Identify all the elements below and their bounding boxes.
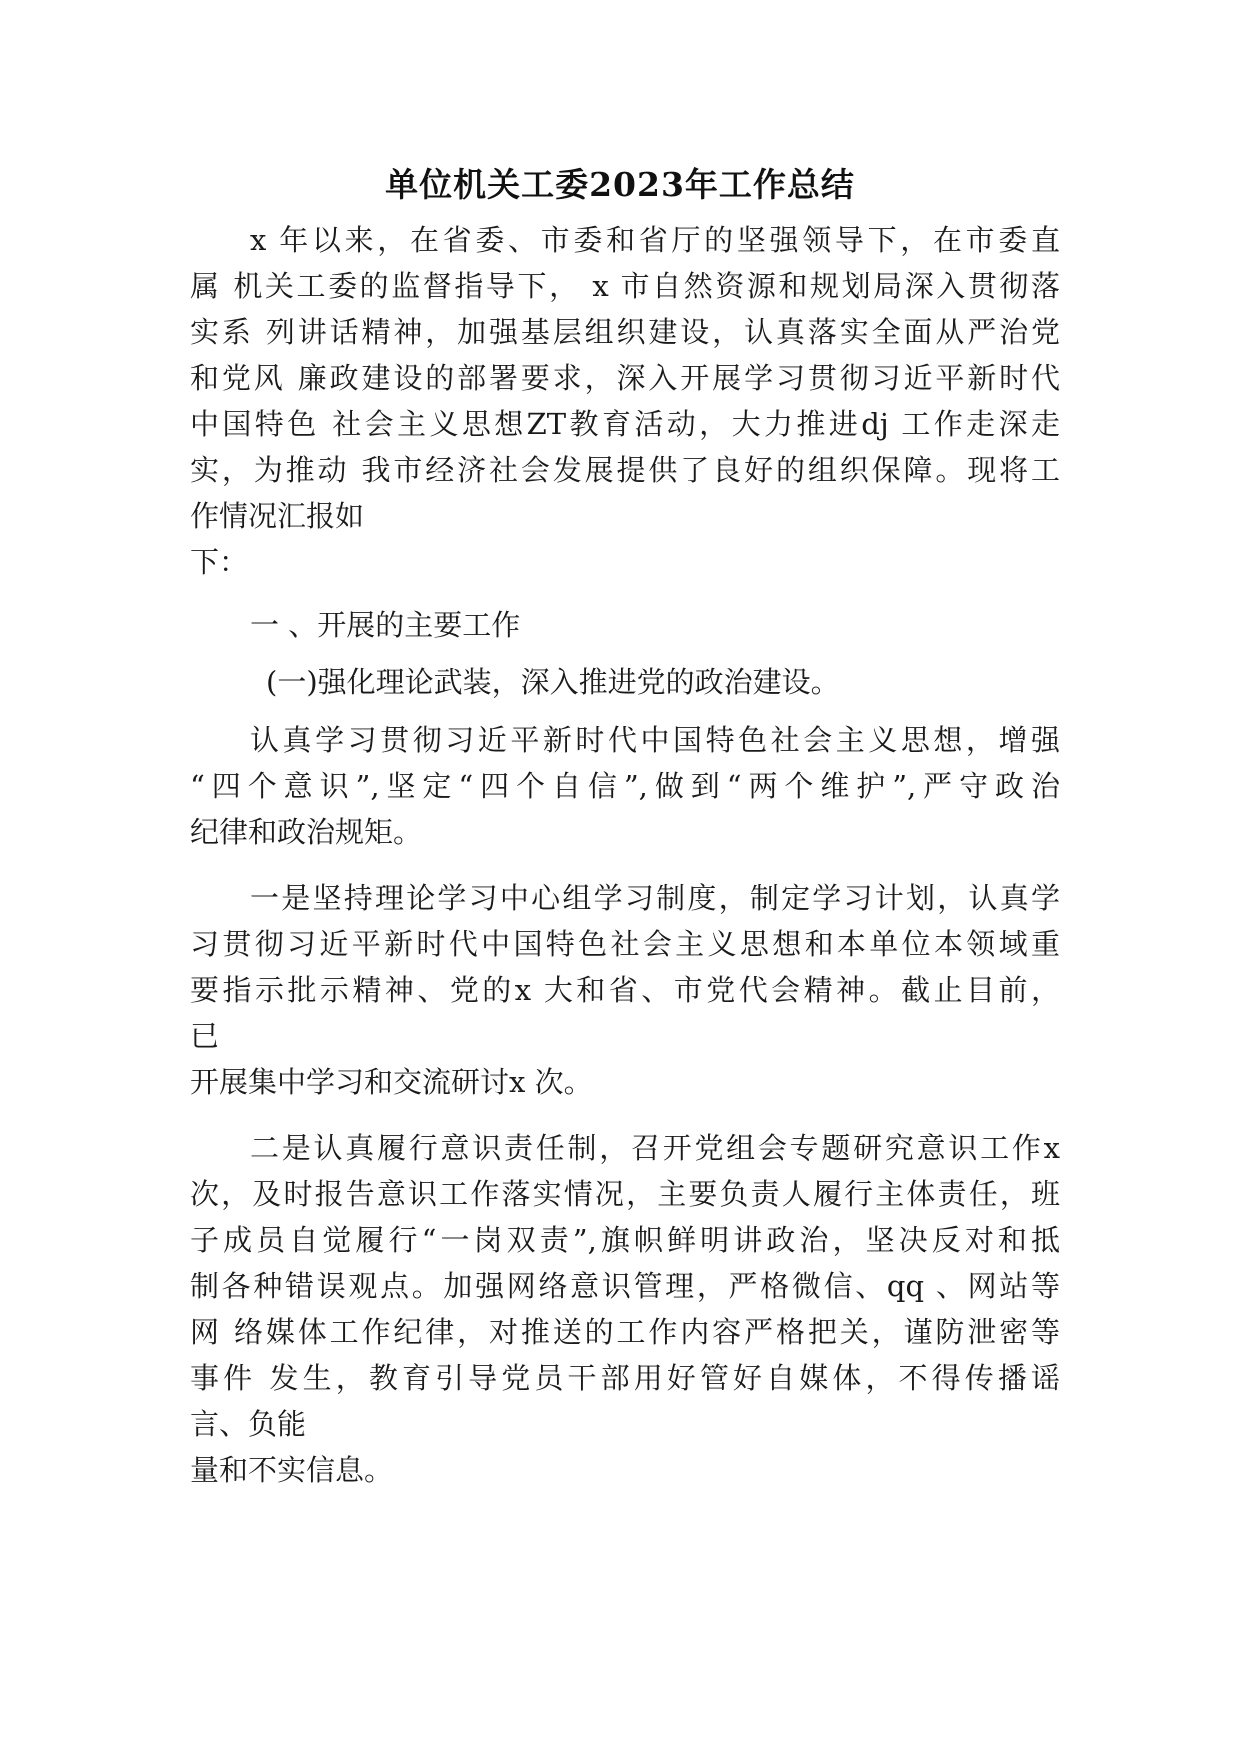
intro-line-4: 和党风 廉政建设的部署要求，深入开展学习贯彻习近平新时代: [190, 361, 1060, 395]
document-title: 单位机关工委2023年工作总结: [385, 165, 855, 204]
intro-line-7: 作情况汇报如: [190, 499, 365, 533]
para-a-line-2: “四个意识”,坚定“四个自信”,做到“两个维护”,严守政治: [190, 769, 1060, 803]
para-c-line-3: 子成员自觉履行“一岗双责”,旗帜鲜明讲政治，坚决反对和抵: [190, 1223, 1060, 1257]
para-a-line-3: 纪律和政治规矩。: [190, 815, 423, 849]
intro-line-1: x 年以来，在省委、市委和省厅的坚强领导下，在市委直: [250, 223, 1060, 257]
para-c-line-1: 二是认真履行意识责任制，召开党组会专题研究意识工作x: [250, 1131, 1060, 1165]
para-b-line-3: 要指示批示精神、党的x 大和省、市党代会精神。截止目前，: [190, 973, 1060, 1007]
intro-line-2: 属 机关工委的监督指导下， x 市自然资源和规划局深入贯彻落: [190, 269, 1060, 303]
intro-line-5: 中国特色 社会主义思想ZT教育活动，大力推进dj 工作走深走: [190, 407, 1060, 441]
para-a-line-1: 认真学习贯彻习近平新时代中国特色社会主义思想，增强: [250, 723, 1060, 757]
para-c-line-2: 次，及时报告意识工作落实情况，主要负责人履行主体责任，班: [190, 1177, 1060, 1211]
para-b-line-5: 开展集中学习和交流研讨x 次。: [190, 1065, 593, 1099]
para-b-line-4: 已: [190, 1019, 220, 1053]
intro-line-6: 实，为推动 我市经济社会发展提供了良好的组织保障。现将工: [190, 453, 1060, 487]
para-c-line-5: 网 络媒体工作纪律，对推送的工作内容严格把关，谨防泄密等: [190, 1315, 1060, 1349]
intro-line-8: 下：: [190, 545, 249, 579]
para-b-line-2: 习贯彻习近平新时代中国特色社会主义思想和本单位本领域重: [190, 927, 1060, 961]
para-c-line-7: 言、负能: [190, 1407, 307, 1441]
para-c-line-6: 事件 发生，教育引导党员干部用好管好自媒体，不得传播谣: [190, 1361, 1060, 1395]
subsection-heading: (一)强化理论武装，深入推进党的政治建设。: [266, 665, 840, 699]
intro-line-3: 实系 列讲话精神，加强基层组织建设，认真落实全面从严治党: [190, 315, 1060, 349]
para-c-line-4: 制各种错误观点。加强网络意识管理，严格微信、qq 、网站等: [190, 1269, 1060, 1303]
section-heading: 一 、开展的主要工作: [250, 608, 521, 642]
para-b-line-1: 一是坚持理论学习中心组学习制度，制定学习计划，认真学: [250, 881, 1060, 915]
para-c-line-8: 量和不实信息。: [190, 1453, 394, 1487]
